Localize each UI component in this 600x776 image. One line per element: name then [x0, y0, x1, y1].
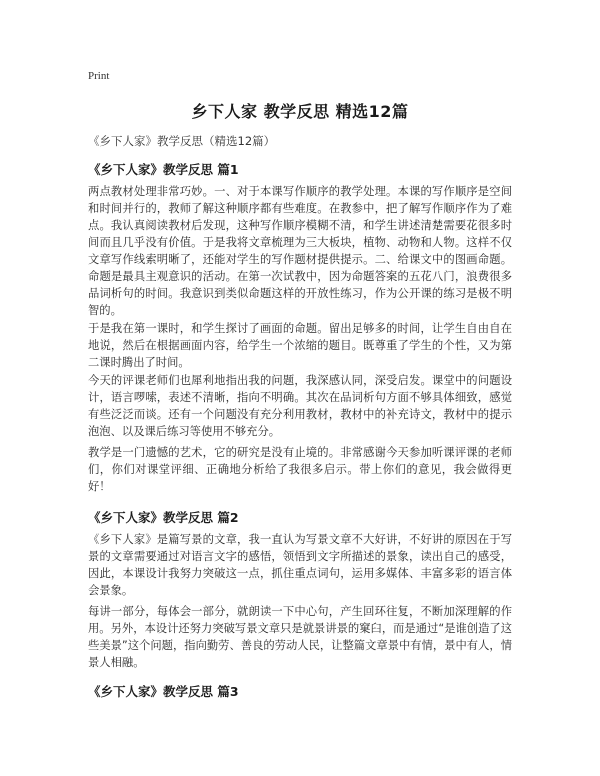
section-heading-3: 《乡下人家》教学反思 篇3 [88, 684, 239, 699]
section-heading-2: 《乡下人家》教学反思 篇2 [88, 510, 239, 525]
print-label[interactable]: Print [88, 70, 110, 82]
paragraph-1-2: 于是我在第一课时，和学生探讨了画面的命题。留出足够多的时间，让学生自由自在地说，然后在根据画面内容，给学生一个浓缩的题目。既尊重了学生的个性，又为第二课时腾出了时间。 [88, 322, 512, 369]
paragraph-1-4: 教学是一门遗憾的艺术，它的研究是没有止境的。非常感谢今天参加听课评课的老师们，你们对课堂评细、正确地分析给了我很多启示。带上你们的意见，我会做得更好！ [88, 446, 512, 493]
page-title: 乡下人家 教学反思 精选12篇 [191, 102, 409, 121]
paragraph-2-2: 每讲一部分，每体会一部分，就朗读一下中心句，产生回环往复，不断加深理解的作用。另外，本设计还努力突破写景文章只是就景讲景的窠臼，而是通过“是谁创造了这些美景”这个问题，指向勤劳、善良的劳动人民，让整篇文章景中有情，景中有人，情景人相融。 [88, 605, 512, 669]
paragraph-1-1: 两点教材处理非常巧妙。一、对于本课写作顺序的教学处理。本课的写作顺序是空间和时间并行的，教师了解这种顺序都有些难度。在教参中，把了解写作顺序作为了难点。我认真阅读教材后发现，这种写作顺序模糊不清，和学生讲述清楚需要花很多时间而且几乎没有价值。于是我将文章梳理为三大板块，植物、动物和人物。这样不仅文章写作线索明晰了，还能对学生的写作题材提供提示。二、给课文中的图画命题。命题是最具主观意识的活动。在第一次试教中，因为命题答案的五花八门，浪费很多品词析句的时间。我意识到类似命题这样的开放性练习，作为公开课的练习是极不明智的。 [88, 185, 512, 317]
paragraph-1-3: 今天的评课老师们也犀利地指出我的问题，我深感认同，深受启发。课堂中的问题设计，语言啰嗦，表述不清晰，指向不明确。其次在品词析句方面不够具体细致，感觉有些泛泛而谈。还有一个问题没有充分利用教材，教材中的补充诗文，教材中的提示泡泡、以及课后练习等使用不够充分。 [88, 374, 512, 438]
document-subtitle: 《乡下人家》教学反思（精选12篇） [88, 134, 276, 148]
section-heading-1: 《乡下人家》教学反思 篇1 [88, 162, 239, 177]
paragraph-2-1: 《乡下人家》是篇写景的文章，我一直认为写景文章不大好讲，不好讲的原因在于写景的文章需要通过对语言文字的感悟，领悟到文字所描述的景象，读出自己的感受，因此，本课设计我努力突破这一点，抓住重点词句，运用多媒体、丰富多彩的语言体会景象。 [88, 533, 512, 597]
